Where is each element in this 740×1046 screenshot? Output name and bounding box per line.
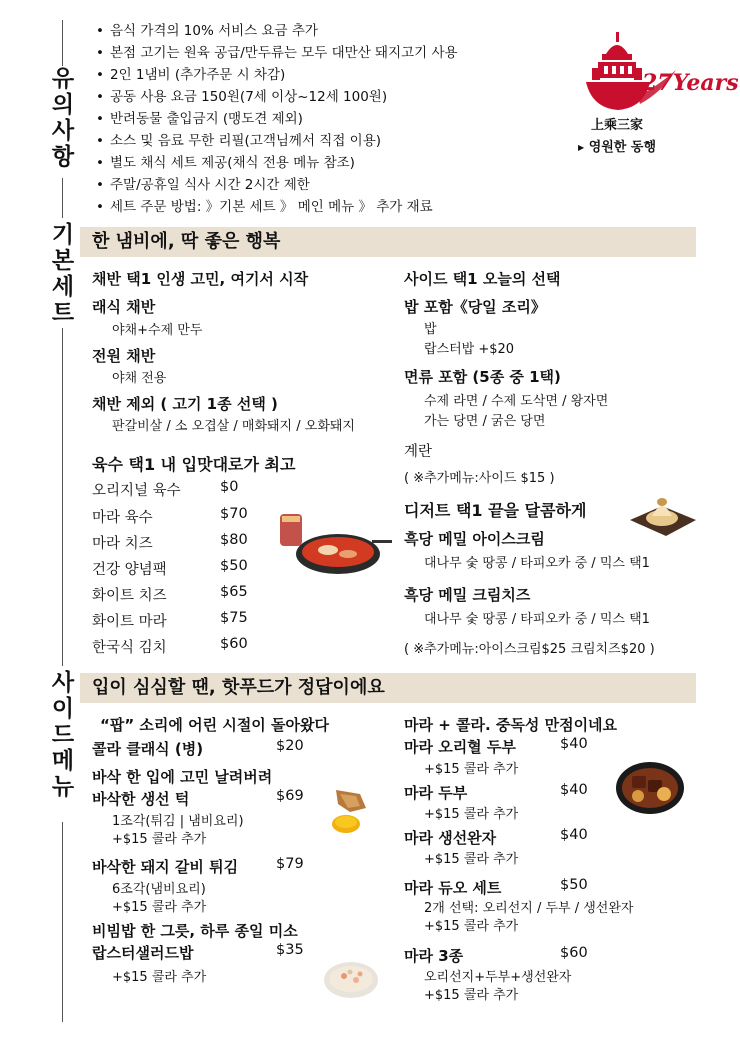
broth-name: 화이트 마라: [92, 614, 167, 630]
notice-item: • 반려동물 출입금지 (맹도견 제외): [96, 108, 458, 130]
triangle-right-icon: ▶: [578, 143, 585, 152]
crispy-title: 바삭 한 입에 고민 날려버려: [92, 768, 273, 786]
menu-item-addon: +$15 콜라 추가: [424, 807, 519, 822]
menu-item-name: 마라 오리혈 두부: [404, 738, 516, 756]
logo-slogan: ▶ 영원한 동행: [578, 140, 657, 155]
notice-item: • 본점 고기는 원육 공급/만두류는 모두 대만산 돼지고기 사용: [96, 42, 458, 64]
broth-price: $80: [220, 532, 248, 548]
side-label-side-menu: 사이드 메뉴: [51, 670, 75, 800]
broth-price: $50: [220, 558, 248, 574]
menu-item-name: 바삭한 생선 턱: [92, 790, 190, 808]
logo-years: 27Years: [642, 70, 739, 96]
menu-item-name: 바삭한 돼지 갈비 튀김: [92, 858, 239, 876]
menu-item-name: 마라 두부: [404, 784, 468, 802]
menu-item-name: 마라 듀오 세트: [404, 879, 502, 897]
broth-name: 화이트 치즈: [92, 588, 167, 604]
menu-item-price: $40: [560, 782, 588, 798]
dessert-desc: 대나무 숯 땅콩 / 타피오카 중 / 믹스 택1: [424, 612, 650, 627]
rice-option: 랍스터밥 +$20: [424, 342, 515, 357]
menu-item-price: $35: [276, 942, 304, 958]
veg-title: 채반 택1 인생 고민, 여기서 시작: [92, 270, 309, 288]
broth-title: 육수 택1 내 입맛대로가 최고: [92, 455, 296, 474]
notice-item: • 공동 사용 요금 150원(7세 이상~12세 100원): [96, 86, 458, 108]
side-label-basic-set: 기본세트: [51, 222, 75, 326]
broth-price: $65: [220, 584, 248, 600]
broth-name: 한국식 김치: [92, 640, 167, 656]
menu-item-addon: +$15 콜라 추가: [424, 852, 519, 867]
divider-line: [62, 328, 63, 666]
menu-item-price: $79: [276, 856, 304, 872]
side-label-notice: 유의사항: [51, 66, 75, 170]
menu-item-addon: +$15 콜라 추가: [424, 919, 519, 934]
dessert-title: 디저트 택1 끝을 달콤하게: [404, 501, 587, 520]
menu-item-addon: +$15 콜라 추가: [112, 900, 207, 915]
notice-item: • 세트 주문 방법: 》기본 세트 》 메인 메뉴 》 추가 재료: [96, 196, 458, 218]
egg-note: ( ※추가메뉴:사이드 $15 ): [404, 471, 555, 486]
menu-item-price: $40: [560, 736, 588, 752]
veg-desc: 야채+수제 만두: [112, 323, 203, 338]
noodle-options: 수제 라면 / 수제 도삭면 / 왕자면: [424, 394, 609, 409]
menu-item-desc: 6조각(냄비요리): [112, 882, 206, 897]
menu-item-desc: 2개 선택: 오리선지 / 두부 / 생선완자: [424, 901, 634, 916]
bibim-title: 비빔밥 한 그릇, 하루 종일 미소: [92, 922, 298, 940]
dessert-desc: 대나무 숯 땅콩 / 타피오카 중 / 믹스 택1: [424, 556, 650, 571]
side-title: 사이드 택1 오늘의 선택: [404, 270, 561, 288]
menu-item-price: $40: [560, 827, 588, 843]
menu-item-addon: +$15 콜라 추가: [424, 762, 519, 777]
broth-name: 오리지널 육수: [92, 483, 181, 499]
notice-item: • 별도 채식 세트 제공(채식 전용 메뉴 참조): [96, 152, 458, 174]
dessert-note: ( ※추가메뉴:아이스크림$25 크림치즈$20 ): [404, 642, 655, 657]
divider-line: [62, 822, 63, 1022]
menu-item-price: $50: [560, 877, 588, 893]
menu-item-addon: +$15 콜라 추가: [112, 970, 207, 985]
menu-item-desc: 1조각(튀김 | 냄비요리): [112, 814, 244, 829]
broth-price: $70: [220, 506, 248, 522]
menu-item-price: $60: [560, 945, 588, 961]
basic-set-band: 한 냄비에, 딱 좋은 행복: [80, 227, 696, 257]
menu-item-name: 마라 3종: [404, 947, 464, 965]
veg-name: 채반 제외 ( 고기 1종 선택 ): [92, 395, 278, 413]
broth-price: $0: [220, 479, 239, 495]
broth-name: 건강 양념팩: [92, 562, 167, 578]
dessert-name: 흑당 메밀 아이스크림: [404, 530, 545, 548]
side-menu-band: 입이 심심할 땐, 핫푸드가 정답이에요: [80, 673, 696, 703]
menu-item-name: 마라 생선완자: [404, 829, 497, 847]
fried-fish-photo: [316, 786, 376, 836]
veg-desc: 판갈비살 / 소 오겹살 / 매화돼지 / 오화돼지: [112, 419, 355, 434]
notice-item: • 주말/공휴일 식사 시간 2시간 제한: [96, 174, 458, 196]
notice-item: • 2인 1냄비 (추가주문 시 차감): [96, 64, 458, 86]
notice-item: • 소스 및 음료 무한 리필(고객님께서 직접 이용): [96, 130, 458, 152]
menu-item-price: $20: [276, 738, 304, 754]
menu-item-name: 콜라 클래식 (병): [92, 740, 204, 758]
mala-title: 마라 + 콜라. 중독성 만점이네요: [404, 716, 618, 734]
lobster-rice-photo: [322, 958, 380, 1000]
rice-option: 밥: [424, 322, 437, 337]
divider-line: [62, 178, 63, 218]
noodle-title: 면류 포함 (5종 중 1택): [404, 368, 561, 386]
rice-title: 밥 포함《당일 조리》: [404, 298, 546, 316]
notice-item: • 음식 가격의 10% 서비스 요금 추가: [96, 20, 458, 42]
menu-item-desc: 오리선지+두부+생선완자: [424, 970, 572, 985]
veg-desc: 야채 전용: [112, 371, 167, 386]
menu-item-addon: +$15 콜라 추가: [424, 988, 519, 1003]
notice-list: [96, 20, 458, 218]
broth-price: $75: [220, 610, 248, 626]
dessert-name: 흑당 메밀 크림치즈: [404, 586, 531, 604]
logo-name: 上乘三家: [591, 118, 644, 133]
dessert-photo: [626, 488, 698, 538]
cola-title: “팝” 소리에 어린 시절이 돌아왔다: [100, 716, 329, 734]
broth-name: 마라 치즈: [92, 536, 153, 552]
veg-name: 래식 채반: [92, 298, 156, 316]
menu-item-name: 랍스터샐러드밥: [92, 944, 194, 962]
mala-tofu-photo: [614, 756, 686, 816]
broth-name: 마라 육수: [92, 510, 153, 526]
divider-line: [62, 20, 63, 66]
hotpot-photo: [276, 510, 394, 580]
veg-name: 전원 채반: [92, 347, 156, 365]
menu-item-price: $69: [276, 788, 304, 804]
broth-price: $60: [220, 636, 248, 652]
egg-option: 계란: [404, 444, 433, 460]
menu-item-addon: +$15 콜라 추가: [112, 832, 207, 847]
noodle-options: 가는 당면 / 굵은 당면: [424, 414, 546, 429]
